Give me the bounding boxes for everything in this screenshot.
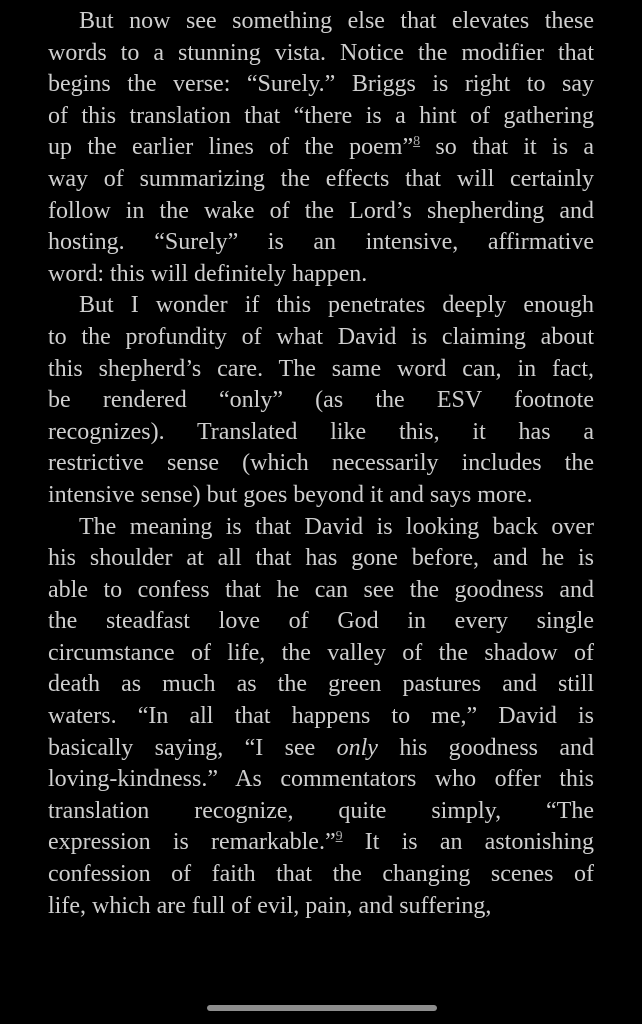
text-run: his shoulder at all that has gone before, and he is (48, 545, 594, 572)
text-run: recognizes). Translated like this, it has a (48, 418, 594, 445)
text-line (48, 164, 594, 196)
text-run: word: this will definitely happen. (48, 260, 368, 287)
text-line (48, 638, 594, 670)
text-run: It is an astonishing (342, 829, 595, 856)
text-line (48, 196, 594, 228)
text-run: follow in the wake of the Lord’s shepherding and (48, 197, 594, 224)
text-run: be rendered “only” (as the ESV footnote (48, 387, 594, 414)
text-run: basically saying, “I see (48, 734, 337, 761)
text-run: intensive sense) but goes beyond it and says more. (48, 481, 533, 508)
text-run: begins the verse: “Surely.” Briggs is right to say (48, 71, 594, 98)
footnote-link[interactable]: 9 (335, 829, 343, 845)
text-run: words to a stunning vista. Notice the modifier that (48, 39, 594, 66)
text-run: But now see something else that elevates these (79, 8, 594, 34)
text-run: life, which are full of evil, pain, and suffering, (48, 892, 492, 919)
paragraph (48, 512, 594, 923)
text-run: his goodness and (377, 734, 594, 761)
footnote-link[interactable]: 8 (413, 134, 421, 150)
text-line (48, 859, 594, 891)
text-line (48, 512, 594, 544)
text-line (48, 322, 594, 354)
home-indicator[interactable] (207, 1005, 437, 1011)
text-line (48, 891, 594, 923)
text-run: But I wonder if this penetrates deeply enough (79, 292, 594, 319)
text-line (48, 606, 594, 638)
text-run: the steadfast love of God in every single (48, 608, 594, 635)
text-line (48, 796, 594, 828)
text-run: able to confess that he can see the goodness and (48, 576, 594, 603)
paragraph (48, 6, 594, 290)
text-line (48, 132, 594, 164)
text-line (48, 101, 594, 133)
text-run: hosting. “Surely” is an intensive, affirmative (48, 229, 594, 256)
text-run: waters. “In all that happens to me,” David is (48, 703, 594, 730)
text-line (48, 764, 594, 796)
text-line (48, 290, 594, 322)
text-line (48, 6, 594, 38)
text-line (48, 827, 594, 859)
text-run: confession of faith that the changing scenes of (48, 861, 594, 888)
ebook-page-text (48, 6, 594, 922)
text-line (48, 385, 594, 417)
text-run: way of summarizing the effects that will certainly (48, 165, 594, 192)
text-line (48, 543, 594, 575)
text-line (48, 733, 594, 765)
text-run: loving-kindness.” As commentators who offer this (48, 766, 594, 793)
text-line (48, 259, 594, 291)
emphasis-text: only (336, 734, 378, 761)
text-run: to the profundity of what David is claiming about (48, 323, 594, 350)
text-run: circumstance of life, the valley of the shadow of (48, 639, 594, 666)
text-run: of this translation that “there is a hint of gathering (48, 102, 594, 129)
text-line (48, 669, 594, 701)
text-run: restrictive sense (which necessarily includes the (48, 450, 594, 477)
text-line (48, 448, 594, 480)
text-line (48, 575, 594, 607)
text-line (48, 701, 594, 733)
text-run: translation recognize, quite simply, “The (48, 797, 594, 824)
text-line (48, 227, 594, 259)
text-line (48, 354, 594, 386)
text-line (48, 69, 594, 101)
text-run: expression is remarkable.” (48, 829, 336, 856)
text-line (48, 38, 594, 70)
text-run: death as much as the green pastures and still (48, 671, 594, 698)
paragraph (48, 290, 594, 511)
text-run: The meaning is that David is looking back over (79, 513, 594, 540)
text-line (48, 480, 594, 512)
text-run: this shepherd’s care. The same word can, in fact, (48, 355, 594, 382)
text-run: up the earlier lines of the poem” (48, 134, 414, 161)
text-run: so that it is a (420, 134, 595, 161)
text-line (48, 417, 594, 449)
